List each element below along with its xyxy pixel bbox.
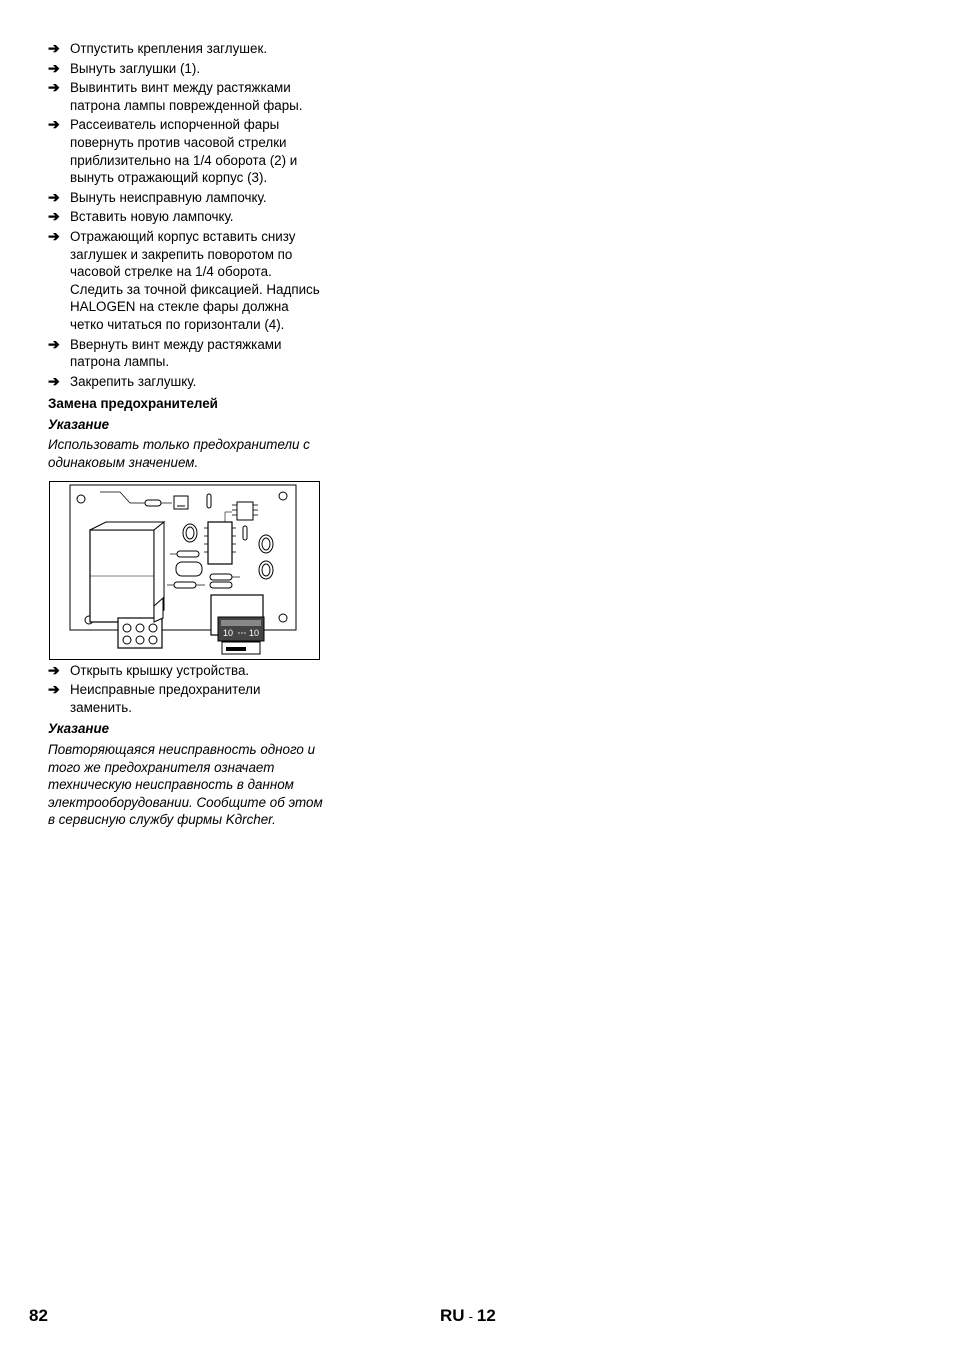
instruction-step <box>48 40 323 58</box>
instruction-step <box>48 60 323 78</box>
arrow-right-icon: ➔ <box>48 40 60 56</box>
instruction-step <box>48 208 323 226</box>
note-title: Указание <box>48 721 110 737</box>
step-text: Отпустить крепления заглушек. <box>70 41 268 56</box>
instruction-step <box>48 79 323 114</box>
arrow-right-icon: ➔ <box>48 681 60 698</box>
language-code: RU <box>440 1306 465 1325</box>
instruction-step <box>48 681 323 716</box>
step-text: Вынуть заглушки (1). <box>70 60 201 76</box>
fuse-label-left: 10 <box>223 627 234 638</box>
arrow-right-icon: ➔ <box>48 227 60 244</box>
note-title: Указание <box>48 416 110 432</box>
note-text: Использовать только предохранители с одинаковым значением. <box>48 437 310 471</box>
steps-top <box>48 40 323 390</box>
step-text: Отражающий корпус вставить снизу заглушек и закрепить поворотом по часовой стрелке на 1/4 оборота. Следить за точной фиксацией. Надпись HALOGEN на стекле фары должна четко читаться по горизонтали (4). <box>70 228 320 332</box>
fuse-label-right: 10 <box>249 627 260 638</box>
instruction-step <box>48 336 323 371</box>
steps-bottom <box>48 662 323 717</box>
step-text: Вынуть неисправную лампочку. <box>70 189 267 205</box>
step-text: Открыть крышку устройства. <box>70 662 250 678</box>
note-text: Повторяющаяся неисправность одного и того же предохранителя означает техническую неисправность в данном электрооборудовании. Сообщите об этом в сервисную службу фирмы Kдrcher. <box>48 742 323 828</box>
step-text: Ввернуть винт между растяжками патрона лампы. <box>70 336 282 370</box>
footer-dash: - <box>468 1309 473 1324</box>
footer-language-page <box>440 1306 496 1326</box>
instruction-step <box>48 373 323 391</box>
arrow-right-icon: ➔ <box>48 661 60 678</box>
circuit-board-drawing <box>50 482 319 659</box>
section-heading: Замена предохранителей <box>48 396 218 412</box>
instruction-step <box>48 116 323 186</box>
arrow-right-icon: ➔ <box>48 59 60 76</box>
step-text: Рассеиватель испорченной фары повернуть против часовой стрелки приблизительно на 1/4 оборота (2) и вынуть отражающий корпус (3). <box>70 117 298 186</box>
instruction-step <box>48 189 323 207</box>
arrow-right-icon: ➔ <box>48 208 60 225</box>
instruction-step <box>48 228 323 334</box>
arrow-right-icon: ➔ <box>48 188 60 205</box>
page-number: 82 <box>29 1306 48 1325</box>
step-text: Неисправные предохранители заменить. <box>70 682 261 715</box>
arrow-right-icon: ➔ <box>48 116 60 133</box>
instruction-step <box>48 662 323 680</box>
section-page-number: 12 <box>476 1306 496 1325</box>
fuse-board-illustration <box>49 481 320 660</box>
step-text: Вывинтить винт между растяжками патрона лампы поврежденной фары. <box>70 80 303 113</box>
step-text: Вставить новую лампочку. <box>70 209 234 225</box>
arrow-right-icon: ➔ <box>48 79 60 96</box>
main-column <box>48 40 323 829</box>
arrow-right-icon: ➔ <box>48 372 60 389</box>
arrow-right-icon: ➔ <box>48 335 60 352</box>
step-text: Закрепить заглушку. <box>70 373 197 389</box>
